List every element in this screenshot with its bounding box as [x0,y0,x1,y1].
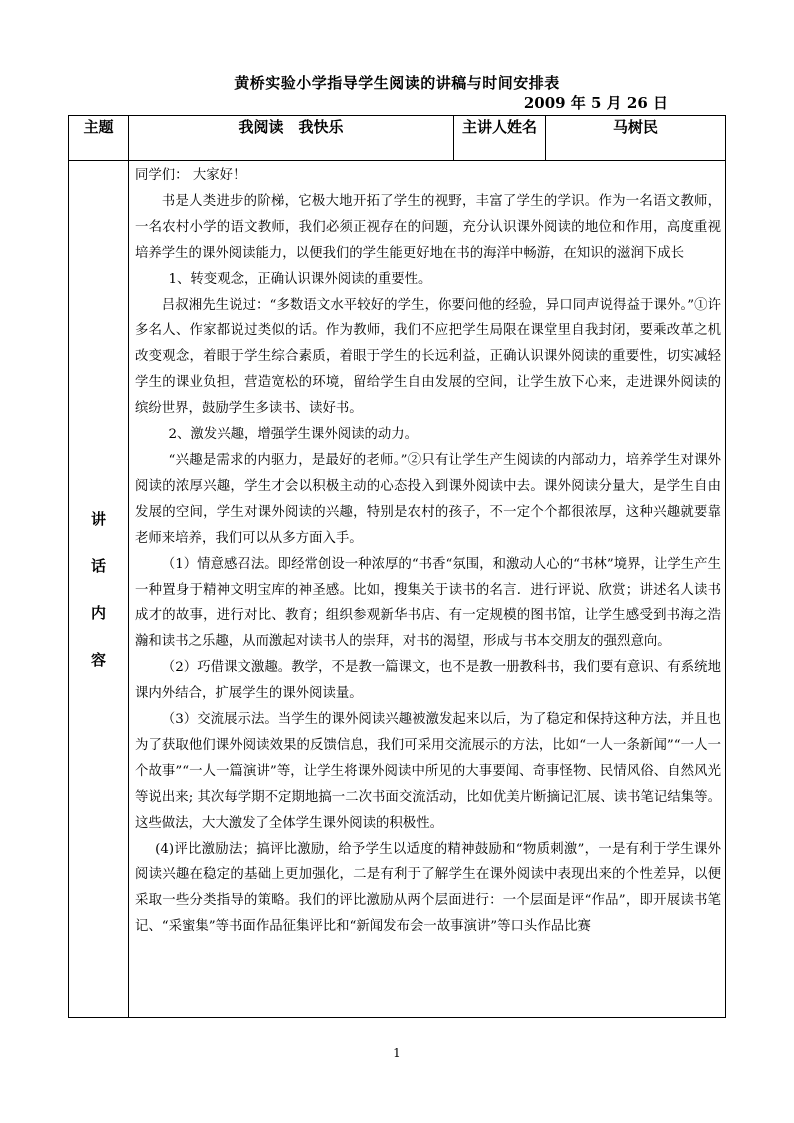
speech-content-label [69,161,129,1018]
schedule-table [68,115,726,1018]
side-label-char: 容 [90,651,106,669]
paragraph-lv-shuxiang: 吕叔湘先生说过：“多数语文水平较好的学生，你要问他的经验，异口同声说得益于课外。”①许多名人、作家都说过类似的话。作为教师，我们不应把学生局限在课堂里自我封闭，要乘改革之机改变观念，着眼于学生综合素质，着眼于学生的长远利益，正确认识课外阅读的重要性，切实减轻学生的课业负担，营造宽松的环境，留给学生自由发展的空间，让学生放下心来，走进课外阅读的缤纷世界，鼓励学生多读书、读好书。 [135,297,721,417]
side-label-char: 讲 [90,510,106,528]
side-label-char: 话 [90,557,106,575]
side-label-char: 内 [90,604,106,622]
topic-value: 我阅读 我快乐 [129,116,454,161]
topic-label: 主题 [69,116,129,161]
document-title: 黄桥实验小学指导学生阅读的讲稿与时间安排表 [234,74,560,92]
document-date: 2009 年 5 月 26 日 [523,94,668,112]
speaker-value: 马树民 [546,116,726,161]
section-heading-2: 2、激发兴趣，增强学生课外阅读的动力。 [168,427,419,443]
page-number: 1 [393,1046,401,1060]
section-heading-1: 1、转变观念，正确认识课外阅读的重要性。 [168,271,432,287]
header-row [69,116,726,161]
method-1-paragraph: （1）情意感召法。即经常创设一种浓厚的“书香“氛围，和激动人心的“书林”境界，让学生产生一种置身于精神文明宝库的神圣感。比如，搜集关于读书的名言．进行评说、欣赏；讲述名人读书成才的故事，进行对比、教育；组织参观新华书店、有一定规模的图书馆，让学生感受到书海之浩瀚和读书之乐趣，从而激起对读书人的崇拜，对书的渴望，形成与书本交朋友的强烈意向。 [135,556,721,650]
speaker-label: 主讲人姓名 [454,116,546,161]
intro-paragraph: 书是人类进步的阶梯，它极大地开拓了学生的视野，丰富了学生的学识。作为一名语文教师，一名农村小学的语文教师，我们必须正视存在的问题，充分认识课外阅读的地位和作用，高度重视培养学生的课外阅读能力，以便我们的学生能更好地在书的海洋中畅游，在知识的滋润下成长 [135,193,721,261]
content-row [69,161,726,1018]
greeting-paragraph: 同学们： 大家好！ [135,168,247,183]
paragraph-interest: “兴趣是需求的内驱力，是最好的老师。”②只有让学生产生阅读的内部动力，培养学生对课外阅读的浓厚兴趣，学生才会以积极主动的心态投入到课外阅读中去。课外阅读分量大，是学生自由发展的空间，学生对课外阅读的兴趣，特别是农村的孩子，不一定个个都很浓厚，这种兴趣就要靠老师来培养，我们可以从多方面入手。 [135,452,721,546]
speech-content [129,161,726,1018]
method-4-paragraph: (4)评比激励法；搞评比激励，给予学生以适度的精神鼓励和“物质刺激”，一是有利于学生课外阅读兴趣在稳定的基础上更加强化，二是有利于了解学生在课外阅读中表现出来的个性差异，以便采取一些分类指导的策略。我们的评比激励从两个层面进行：一个层面是评“作品”，即开展读书笔记、“采蜜集”等书面作品征集评比和“新闻发布会一故事演讲”等口头作品比赛 [135,841,721,935]
method-3-paragraph: （3）交流展示法。当学生的课外阅读兴趣被激发起来以后，为了稳定和保持这种方法，并且也为了获取他们课外阅读效果的反馈信息，我们可采用交流展示的方法，比如“一人一条新闻”“一人一个故事”“一人一篇演讲”等，让学生将课外阅读中所见的大事要闻、奇事怪物、民情风俗、自然风光等说出来; 其次每学期不定期地搞一二次书面交流活动，比如优美片断摘记汇展、读书笔记结集等。这些做法，大大激发了全体学生课外阅读的积极性。 [135,712,721,831]
method-2-paragraph: （2）巧借课文激趣。教学，不是教一篇课文，也不是教一册教科书，我们要有意识、有系统地课内外结合，扩展学生的课外阅读量。 [135,660,721,702]
